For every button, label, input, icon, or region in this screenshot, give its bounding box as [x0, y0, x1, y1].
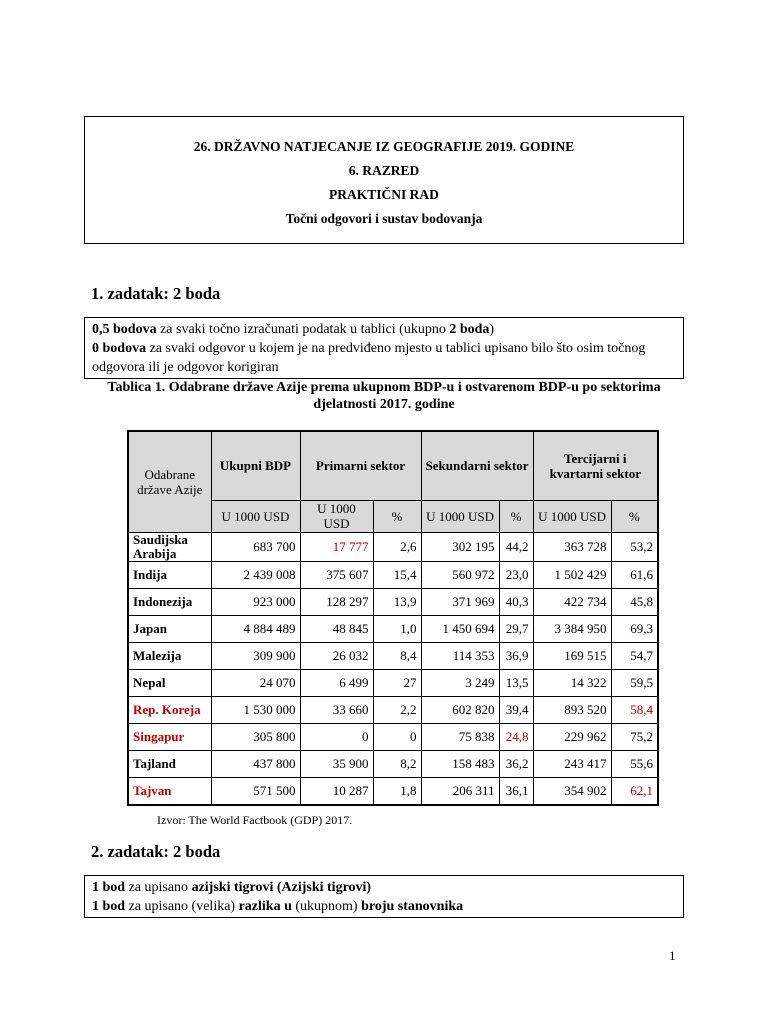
- cell-tertiary-pct: 75,2: [611, 724, 658, 751]
- cell-tertiary-value: 169 515: [533, 643, 611, 670]
- table-row: [128, 562, 658, 589]
- cell-secondary-value: 371 969: [421, 589, 499, 616]
- task1-rule-1: 0,5 bodova za svaki točno izračunati podatak u tablici (ukupno 2 boda): [92, 322, 495, 337]
- cell-primary-pct: 2,2: [373, 697, 421, 724]
- cell-tertiary-value: 243 417: [533, 751, 611, 778]
- task2-scoring-box: [84, 875, 684, 918]
- cell-primary-pct: 8,4: [373, 643, 421, 670]
- cell-country: Tajland: [128, 751, 211, 778]
- cell-secondary-value: 602 820: [421, 697, 499, 724]
- cell-tertiary-pct: 59,5: [611, 670, 658, 697]
- cell-total: 2 439 008: [211, 562, 300, 589]
- document-header-box: [84, 116, 684, 244]
- cell-tertiary-pct: 62,1: [611, 778, 658, 806]
- unit-primary: U 1000 USD: [300, 500, 373, 532]
- cell-primary-pct: 13,9: [373, 589, 421, 616]
- task2-rule-2: 1 bod za upisano (velika) razlika u (ukupnom) broju stanovnika: [92, 899, 464, 914]
- header-total-gdp: Ukupni BDP: [211, 431, 300, 500]
- cell-secondary-pct: 36,1: [499, 778, 533, 806]
- cell-primary-value: 35 900: [300, 751, 373, 778]
- cell-primary-pct: 8,2: [373, 751, 421, 778]
- cell-secondary-pct: 13,5: [499, 670, 533, 697]
- cell-total: 4 884 489: [211, 616, 300, 643]
- cell-tertiary-pct: 53,2: [611, 533, 658, 562]
- header-primary-sector: Primarni sektor: [300, 431, 421, 500]
- cell-tertiary-value: 14 322: [533, 670, 611, 697]
- cell-secondary-pct: 36,9: [499, 643, 533, 670]
- cell-primary-pct: 15,4: [373, 562, 421, 589]
- cell-country: Japan: [128, 616, 211, 643]
- unit-secondary: U 1000 USD: [421, 500, 499, 532]
- cell-total: 24 070: [211, 670, 300, 697]
- gdp-table: [127, 430, 659, 806]
- cell-tertiary-value: 1 502 429: [533, 562, 611, 589]
- table-row: [128, 670, 658, 697]
- cell-secondary-value: 158 483: [421, 751, 499, 778]
- cell-primary-value: 6 499: [300, 670, 373, 697]
- cell-primary-pct: 2,6: [373, 533, 421, 562]
- cell-country: Rep. Koreja: [128, 697, 211, 724]
- grade-label: 6. RAZRED: [348, 163, 420, 178]
- table-row: [128, 751, 658, 778]
- pct-primary: %: [373, 500, 421, 532]
- cell-tertiary-pct: 54,7: [611, 643, 658, 670]
- cell-primary-pct: 1,0: [373, 616, 421, 643]
- table-row: [128, 643, 658, 670]
- cell-primary-pct: 1,8: [373, 778, 421, 806]
- cell-primary-value: 33 660: [300, 697, 373, 724]
- cell-primary-pct: 0: [373, 724, 421, 751]
- cell-primary-value: 48 845: [300, 616, 373, 643]
- cell-secondary-value: 560 972: [421, 562, 499, 589]
- cell-total: 305 800: [211, 724, 300, 751]
- cell-tertiary-pct: 61,6: [611, 562, 658, 589]
- task2-heading: 2. zadatak: 2 boda: [91, 842, 221, 861]
- cell-secondary-pct: 24,8: [499, 724, 533, 751]
- cell-secondary-value: 3 249: [421, 670, 499, 697]
- cell-tertiary-value: 422 734: [533, 589, 611, 616]
- competition-title: 26. DRŽAVNO NATJECANJE IZ GEOGRAFIJE 2019. GODINE: [193, 139, 575, 154]
- header-secondary-sector: Sekundarni sektor: [421, 431, 533, 500]
- cell-tertiary-value: 363 728: [533, 533, 611, 562]
- cell-country: Indonezija: [128, 589, 211, 616]
- cell-primary-pct: 27: [373, 670, 421, 697]
- cell-country: Tajvan: [128, 778, 211, 806]
- cell-tertiary-value: 354 902: [533, 778, 611, 806]
- cell-tertiary-value: 229 962: [533, 724, 611, 751]
- cell-secondary-pct: 29,7: [499, 616, 533, 643]
- cell-primary-value: 375 607: [300, 562, 373, 589]
- cell-total: 571 500: [211, 778, 300, 806]
- cell-secondary-value: 1 450 694: [421, 616, 499, 643]
- cell-tertiary-pct: 58,4: [611, 697, 658, 724]
- cell-country: Singapur: [128, 724, 211, 751]
- cell-total: 309 900: [211, 643, 300, 670]
- practical-work-label: PRAKTIČNI RAD: [329, 187, 439, 202]
- task1-scoring-box: [84, 317, 684, 379]
- cell-secondary-pct: 39,4: [499, 697, 533, 724]
- cell-total: 683 700: [211, 533, 300, 562]
- cell-secondary-value: 114 353: [421, 643, 499, 670]
- table-row: [128, 778, 658, 806]
- cell-primary-value: 0: [300, 724, 373, 751]
- cell-total: 1 530 000: [211, 697, 300, 724]
- cell-primary-value: 128 297: [300, 589, 373, 616]
- cell-secondary-pct: 23,0: [499, 562, 533, 589]
- table-row: [128, 697, 658, 724]
- header-tertiary-sector: Tercijarni i kvartarni sektor: [533, 431, 658, 500]
- cell-tertiary-pct: 45,8: [611, 589, 658, 616]
- pct-secondary: %: [499, 500, 533, 532]
- cell-tertiary-pct: 69,3: [611, 616, 658, 643]
- cell-country: Indija: [128, 562, 211, 589]
- cell-country: Saudijska Arabija: [128, 533, 211, 562]
- table-row: [128, 589, 658, 616]
- cell-tertiary-value: 893 520: [533, 697, 611, 724]
- table-row: [128, 533, 658, 562]
- cell-country: Malezija: [128, 643, 211, 670]
- pct-tertiary: %: [611, 500, 658, 532]
- cell-secondary-value: 206 311: [421, 778, 499, 806]
- cell-secondary-pct: 44,2: [499, 533, 533, 562]
- header-country: Odabrane države Azije: [128, 431, 211, 533]
- cell-primary-value: 17 777: [300, 533, 373, 562]
- cell-primary-value: 26 032: [300, 643, 373, 670]
- cell-secondary-pct: 36,2: [499, 751, 533, 778]
- cell-total: 437 800: [211, 751, 300, 778]
- cell-country: Nepal: [128, 670, 211, 697]
- cell-tertiary-pct: 55,6: [611, 751, 658, 778]
- table-source: Izvor: The World Factbook (GDP) 2017.: [157, 813, 353, 827]
- unit-tertiary: U 1000 USD: [533, 500, 611, 532]
- cell-secondary-value: 302 195: [421, 533, 499, 562]
- task1-rule-2: 0 bodova za svaki odgovor u kojem je na predviđeno mjesto u tablici upisano bilo što osim točnog odgovora ili je odgovor korigiran: [92, 341, 646, 375]
- table-row: [128, 724, 658, 751]
- cell-total: 923 000: [211, 589, 300, 616]
- cell-tertiary-value: 3 384 950: [533, 616, 611, 643]
- page-number: 1: [669, 948, 676, 963]
- task1-heading: 1. zadatak: 2 boda: [91, 284, 221, 303]
- cell-primary-value: 10 287: [300, 778, 373, 806]
- table-caption: Tablica 1. Odabrane države Azije prema ukupnom BDP-u i ostvarenom BDP-u po sektorima djelatnosti 2017. godine: [107, 380, 661, 412]
- answers-subtitle: Točni odgovori i sustav bodovanja: [285, 211, 483, 226]
- cell-secondary-value: 75 838: [421, 724, 499, 751]
- task2-rule-1: 1 bod za upisano azijski tigrovi (Azijski tigrovi): [92, 880, 372, 895]
- unit-total: U 1000 USD: [211, 500, 300, 532]
- table-row: [128, 616, 658, 643]
- cell-secondary-pct: 40,3: [499, 589, 533, 616]
